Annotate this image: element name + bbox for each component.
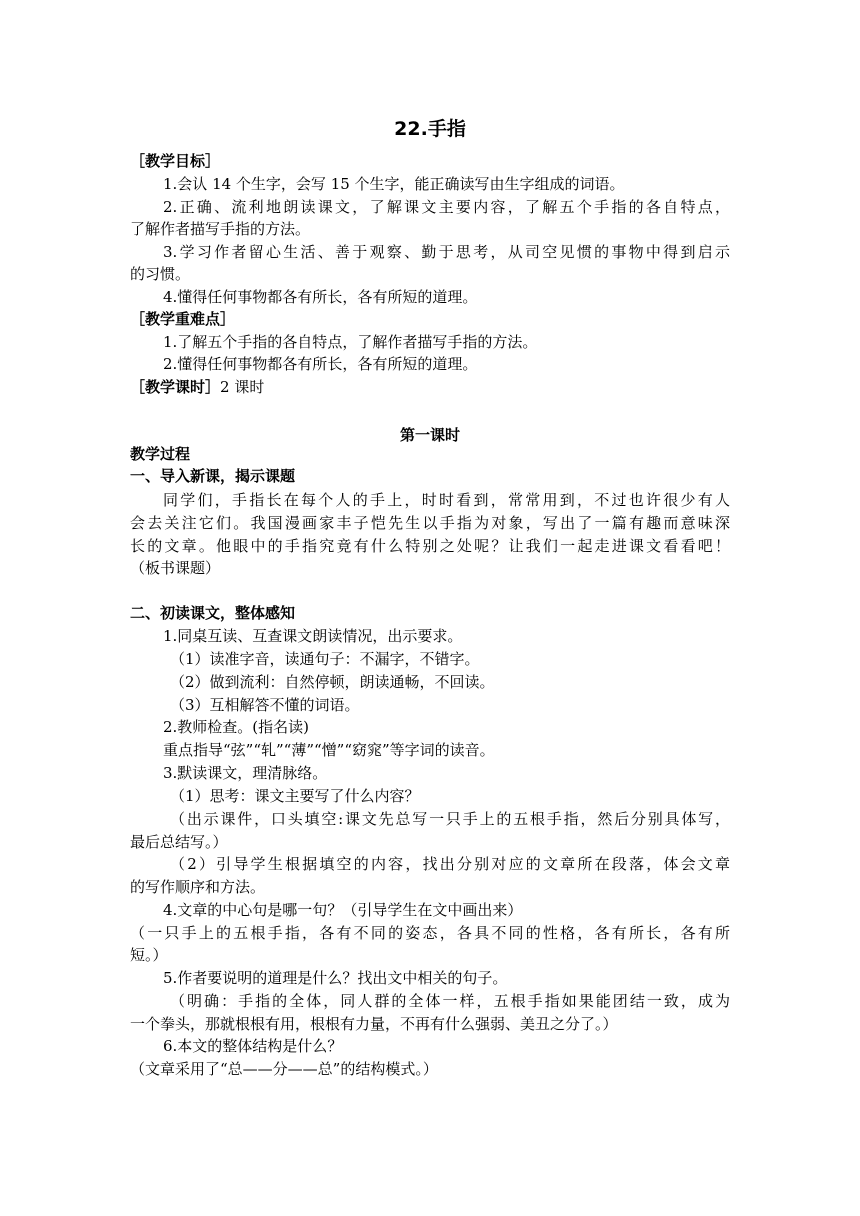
step-5: 5.作者要说明的道理是什么？找出文中相关的句子。 [163, 969, 508, 987]
section-1-paragraph-line-1: 同学们，手指长在每个人的手上，时时看到，常常用到，不过也许很少有人 [163, 491, 730, 509]
step-4-answer-line-2: 短。） [130, 946, 168, 964]
step-2-detail: 重点指导“弦”“轧”“薄”“憎”“窈窕”等字词的读音。 [163, 741, 495, 759]
step-4-answer-line-1: （一只手上的五根手指，各有不同的姿态，各具不同的性格，各有所长，各有所 [130, 924, 730, 942]
teaching-hours-value: 2 课时 [220, 378, 265, 396]
teaching-hours [130, 376, 264, 399]
step-5-answer-line-1: （明确：手指的全体，同人群的全体一样，五根手指如果能团结一致，成为 [170, 992, 730, 1010]
section-1-paragraph-line-2: 会去关注它们。我国漫画家丰子恺先生以手指为对象，写出了一篇有趣而意味深 [130, 514, 730, 532]
goal-item-4: 4.懂得任何事物都各有所长，各有所短的道理。 [163, 288, 478, 306]
step-1-requirement-2: （2）做到流利：自然停顿，朗读通畅，不回读。 [170, 673, 495, 691]
lesson-title: 第一课时 [399, 426, 460, 444]
teaching-goals-heading: ［教学目标］ [130, 152, 221, 170]
section-1-heading: 一、导入新课，揭示课题 [130, 467, 296, 485]
step-1-requirement-3: （3）互相解答不懂的词语。 [170, 696, 360, 714]
step-3-courseware-line-1: （出示课件，口头填空:课文先总写一只手上的五根手指，然后分别具体写， [170, 810, 730, 828]
step-3-guide-line-2: 的写作顺序和方法。 [130, 878, 266, 896]
goal-item-2-line-1: 2.正确、流利地朗读课文，了解课文主要内容，了解五个手指的各自特点， [163, 198, 730, 216]
section-1-paragraph-line-4: （板书课题） [130, 559, 221, 577]
step-1-requirement-1: （1）读准字音，读通句子：不漏字，不错字。 [170, 650, 480, 668]
keypoint-item-2: 2.懂得任何事物都各有所长，各有所短的道理。 [163, 355, 478, 373]
step-3: 3.默读课文，理清脉络。 [163, 764, 328, 782]
step-2: 2.教师检查。(指名读) [163, 718, 310, 736]
goal-item-3-line-1: 3.学习作者留心生活、善于观察、勤于思考，从司空见惯的事物中得到启示 [163, 243, 730, 261]
step-6-answer: （文章采用了“总——分——总”的结构模式。） [130, 1060, 438, 1078]
keypoints-heading: ［教学重难点］ [130, 310, 236, 328]
keypoint-item-1: 1.了解五个手指的各自特点，了解作者描写手指的方法。 [163, 333, 538, 351]
goal-item-1: 1.会认 14 个生字，会写 15 个生字，能正确读写由生字组成的词语。 [163, 175, 625, 193]
step-6: 6.本文的整体结构是什么？ [163, 1037, 343, 1055]
section-1-paragraph-line-3: 长的文章。他眼中的手指究竟有什么特别之处呢？让我们一起走进课文看看吧！ [130, 537, 730, 555]
step-3-question: （1）思考：课文主要写了什么内容？ [170, 787, 420, 805]
teaching-hours-heading: ［教学课时］ [130, 378, 221, 396]
step-3-courseware-line-2: 最后总结写。） [130, 833, 228, 851]
step-3-guide-line-1: （2）引导学生根据填空的内容，找出分别对应的文章所在段落，体会文章 [170, 855, 730, 873]
process-heading: 教学过程 [130, 445, 191, 463]
section-2-heading: 二、初读课文，整体感知 [130, 604, 296, 622]
goal-item-3-line-2: 的习惯。 [130, 265, 191, 283]
document-title: 22.手指 [394, 118, 466, 140]
step-1: 1.同桌互读、互查课文朗读情况，出示要求。 [163, 627, 463, 645]
step-5-answer-line-2: 一个拳头，那就根根有用，根根有力量，不再有什么强弱、美丑之分了。） [130, 1015, 618, 1033]
goal-item-2-line-2: 了解作者描写手指的方法。 [130, 220, 311, 238]
step-4: 4.文章的中心句是哪一句？（引导学生在文中画出来） [163, 901, 523, 919]
